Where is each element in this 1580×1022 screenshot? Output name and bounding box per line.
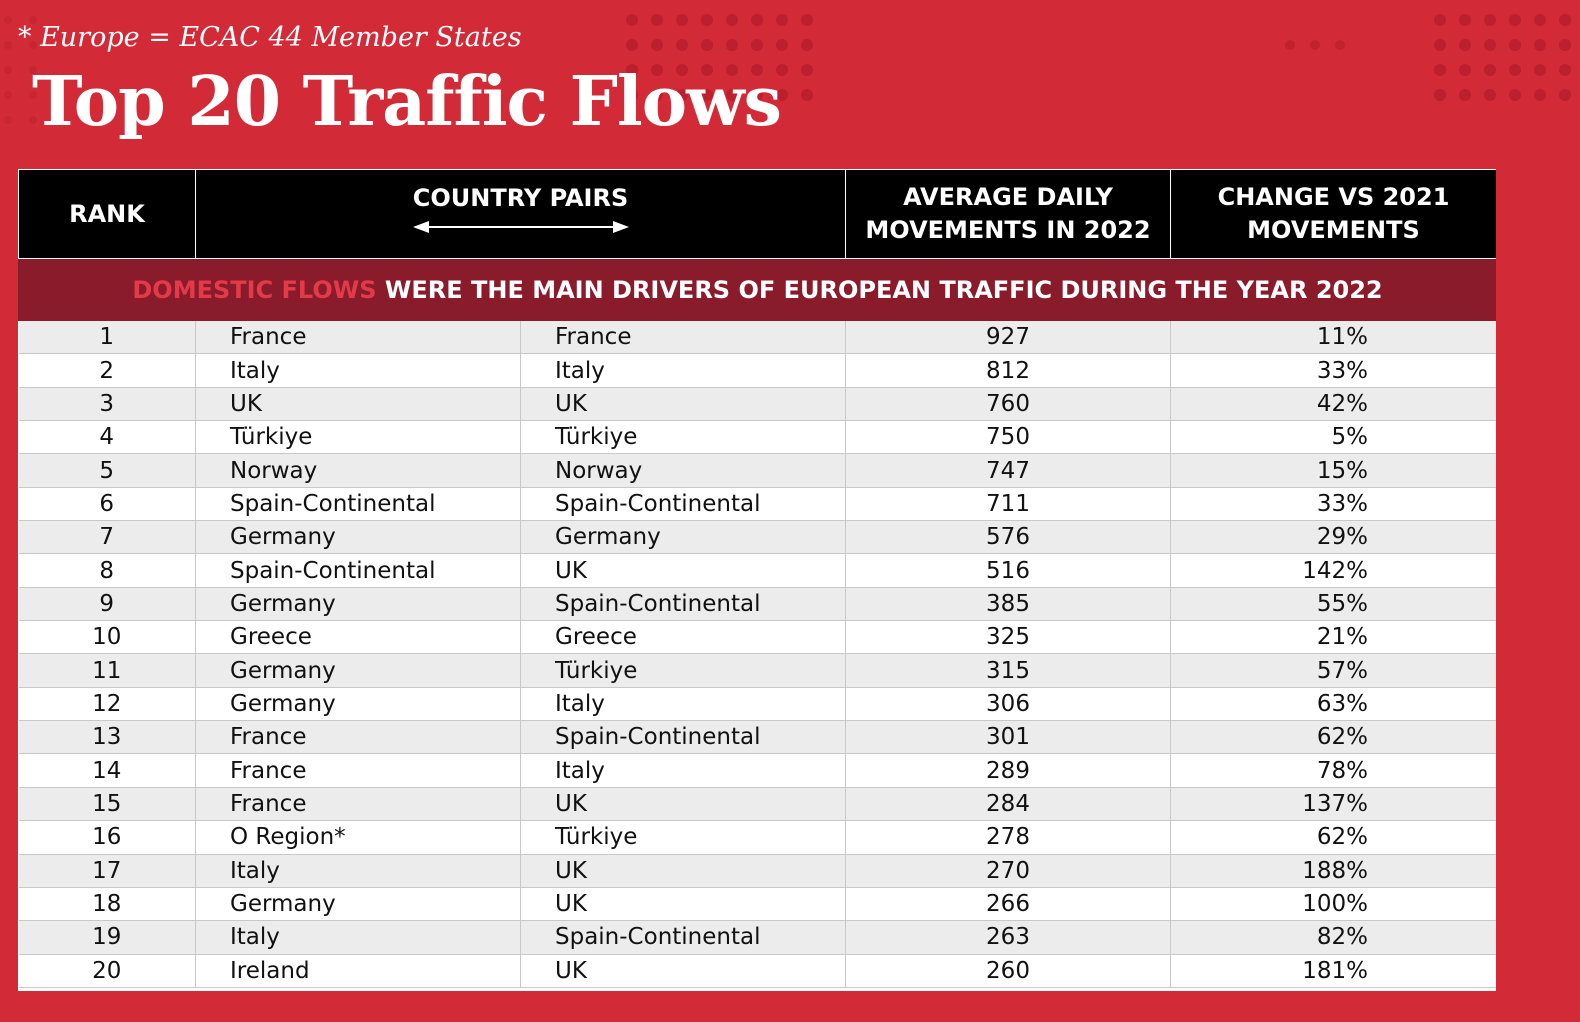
decorative-dot	[1509, 14, 1521, 26]
decorative-dot	[1434, 89, 1446, 101]
country-to-cell: Spain-Continental	[521, 921, 846, 954]
movements-cell: 270	[846, 854, 1171, 887]
country-to-cell: Spain-Continental	[521, 721, 846, 754]
country-from-cell: Germany	[196, 521, 521, 554]
decorative-dot	[626, 39, 638, 51]
table-row	[19, 321, 1497, 354]
decorative-dot	[676, 14, 688, 26]
country-to-cell: Greece	[521, 621, 846, 654]
country-to-cell: Spain-Continental	[521, 487, 846, 520]
country-from-cell: Ireland	[196, 954, 521, 987]
rank-cell: 15	[19, 787, 196, 820]
table-row	[19, 454, 1497, 487]
country-from-cell: France	[196, 787, 521, 820]
rank-cell: 11	[19, 654, 196, 687]
country-from-cell: France	[196, 721, 521, 754]
change-cell: 62%	[1171, 721, 1497, 754]
change-cell: 55%	[1171, 587, 1497, 620]
change-cell: 42%	[1171, 387, 1497, 420]
country-to-cell: UK	[521, 387, 846, 420]
decorative-dot	[1434, 39, 1446, 51]
country-from-cell: Germany	[196, 687, 521, 720]
movements-cell: 278	[846, 821, 1171, 854]
country-to-cell: UK	[521, 787, 846, 820]
country-from-cell: Spain-Continental	[196, 554, 521, 587]
change-cell: 62%	[1171, 821, 1497, 854]
country-to-cell: Türkiye	[521, 821, 846, 854]
country-to-cell: UK	[521, 954, 846, 987]
country-from-cell: Germany	[196, 587, 521, 620]
double-arrow-icon	[413, 219, 629, 235]
movements-cell: 263	[846, 921, 1171, 954]
header-country-pairs-label: COUNTRY PAIRS	[412, 184, 629, 212]
decorative-dot	[726, 14, 738, 26]
table-row	[19, 754, 1497, 787]
table-row	[19, 887, 1497, 920]
rank-cell: 9	[19, 587, 196, 620]
table-row	[19, 387, 1497, 420]
change-cell: 33%	[1171, 487, 1497, 520]
domestic-flows-banner	[19, 259, 1497, 322]
rank-cell: 4	[19, 421, 196, 454]
country-from-cell: Germany	[196, 654, 521, 687]
table-row	[19, 621, 1497, 654]
change-cell: 15%	[1171, 454, 1497, 487]
country-from-cell: Greece	[196, 621, 521, 654]
table-row	[19, 854, 1497, 887]
banner-text: WERE THE MAIN DRIVERS OF EUROPEAN TRAFFIC DURING THE YEAR 2022	[376, 276, 1383, 304]
traffic-flows-table	[18, 169, 1496, 988]
rank-cell: 19	[19, 921, 196, 954]
country-to-cell: Türkiye	[521, 421, 846, 454]
table-row	[19, 721, 1497, 754]
decorative-dot	[801, 14, 813, 26]
change-cell: 181%	[1171, 954, 1497, 987]
rank-cell: 13	[19, 721, 196, 754]
page-title: Top 20 Traffic Flows	[32, 62, 781, 142]
movements-cell: 927	[846, 321, 1171, 354]
decorative-dot	[1335, 40, 1345, 50]
decorative-dot	[1459, 39, 1471, 51]
table-row	[19, 821, 1497, 854]
table-row	[19, 421, 1497, 454]
country-from-cell: Norway	[196, 454, 521, 487]
decorative-dot	[1459, 64, 1471, 76]
decorative-dot	[1559, 14, 1571, 26]
rank-cell: 12	[19, 687, 196, 720]
decorative-dot	[626, 14, 638, 26]
decorative-dot	[1484, 14, 1496, 26]
decorative-dot	[1534, 64, 1546, 76]
movements-cell: 747	[846, 454, 1171, 487]
change-cell: 78%	[1171, 754, 1497, 787]
rank-cell: 5	[19, 454, 196, 487]
country-to-cell: UK	[521, 887, 846, 920]
decorative-dot	[751, 39, 763, 51]
movements-cell: 325	[846, 621, 1171, 654]
rank-cell: 7	[19, 521, 196, 554]
decorative-dot	[4, 116, 12, 124]
table-row	[19, 787, 1497, 820]
change-cell: 5%	[1171, 421, 1497, 454]
change-cell: 63%	[1171, 687, 1497, 720]
movements-cell: 760	[846, 387, 1171, 420]
decorative-dot	[651, 39, 663, 51]
header-rank: RANK	[19, 170, 196, 259]
movements-cell: 301	[846, 721, 1171, 754]
rank-cell: 17	[19, 854, 196, 887]
movements-cell: 812	[846, 354, 1171, 387]
rank-cell: 2	[19, 354, 196, 387]
country-from-cell: UK	[196, 387, 521, 420]
rank-cell: 3	[19, 387, 196, 420]
movements-cell: 266	[846, 887, 1171, 920]
movements-cell: 711	[846, 487, 1171, 520]
movements-cell: 750	[846, 421, 1171, 454]
decorative-dot	[1434, 14, 1446, 26]
decorative-dot	[1534, 39, 1546, 51]
rank-cell: 6	[19, 487, 196, 520]
decorative-dot	[701, 39, 713, 51]
decorative-dot	[726, 39, 738, 51]
country-from-cell: O Region*	[196, 821, 521, 854]
country-to-cell: Türkiye	[521, 654, 846, 687]
decorative-dot	[1509, 64, 1521, 76]
rank-cell: 20	[19, 954, 196, 987]
country-to-cell: Norway	[521, 454, 846, 487]
table-row	[19, 354, 1497, 387]
decorative-dot	[676, 39, 688, 51]
country-from-cell: France	[196, 754, 521, 787]
decorative-dot	[1459, 14, 1471, 26]
decorative-dot	[1559, 39, 1571, 51]
movements-cell: 516	[846, 554, 1171, 587]
movements-cell: 385	[846, 587, 1171, 620]
banner-highlight: DOMESTIC FLOWS	[132, 276, 377, 304]
decorative-dot	[701, 14, 713, 26]
decorative-dot	[1434, 64, 1446, 76]
footnote: * Europe = ECAC 44 Member States	[18, 22, 522, 53]
table-row	[19, 687, 1497, 720]
header-country-pairs	[196, 170, 846, 259]
country-to-cell: UK	[521, 854, 846, 887]
change-cell: 188%	[1171, 854, 1497, 887]
decorative-dot	[776, 39, 788, 51]
decorative-dot	[4, 16, 12, 24]
decorative-dot	[4, 66, 12, 74]
country-to-cell: Italy	[521, 354, 846, 387]
table-row	[19, 487, 1497, 520]
table-row	[19, 954, 1497, 987]
movements-cell: 306	[846, 687, 1171, 720]
country-to-cell: UK	[521, 554, 846, 587]
decorative-dot	[1310, 40, 1320, 50]
country-to-cell: France	[521, 321, 846, 354]
movements-cell: 576	[846, 521, 1171, 554]
header-change-vs-2021: CHANGE VS 2021 MOVEMENTS	[1171, 170, 1497, 259]
decorative-dot	[651, 14, 663, 26]
country-from-cell: Italy	[196, 354, 521, 387]
change-cell: 82%	[1171, 921, 1497, 954]
decorative-dot	[1509, 89, 1521, 101]
country-from-cell: Italy	[196, 921, 521, 954]
table-row	[19, 554, 1497, 587]
rank-cell: 18	[19, 887, 196, 920]
movements-cell: 260	[846, 954, 1171, 987]
rank-cell: 1	[19, 321, 196, 354]
header-row	[19, 170, 1497, 259]
decorative-dot	[776, 14, 788, 26]
rank-cell: 10	[19, 621, 196, 654]
country-from-cell: Türkiye	[196, 421, 521, 454]
header-average-daily-movements: AVERAGE DAILY MOVEMENTS IN 2022	[846, 170, 1171, 259]
change-cell: 100%	[1171, 887, 1497, 920]
decorative-dot	[801, 89, 813, 101]
domestic-flows-banner-row	[19, 259, 1497, 322]
decorative-dot	[1484, 89, 1496, 101]
rank-cell: 14	[19, 754, 196, 787]
decorative-dot	[1484, 39, 1496, 51]
table-row	[19, 654, 1497, 687]
change-cell: 21%	[1171, 621, 1497, 654]
decorative-dot	[1559, 89, 1571, 101]
decorative-dot	[801, 64, 813, 76]
country-to-cell: Italy	[521, 754, 846, 787]
decorative-dot	[1484, 64, 1496, 76]
decorative-dot	[4, 41, 12, 49]
table-row	[19, 521, 1497, 554]
country-from-cell: Germany	[196, 887, 521, 920]
rank-cell: 8	[19, 554, 196, 587]
decorative-dot	[4, 91, 12, 99]
change-cell: 137%	[1171, 787, 1497, 820]
change-cell: 33%	[1171, 354, 1497, 387]
movements-cell: 289	[846, 754, 1171, 787]
country-to-cell: Italy	[521, 687, 846, 720]
rank-cell: 16	[19, 821, 196, 854]
country-from-cell: France	[196, 321, 521, 354]
decorative-dot	[1459, 89, 1471, 101]
country-to-cell: Spain-Continental	[521, 587, 846, 620]
decorative-dot	[801, 39, 813, 51]
movements-cell: 315	[846, 654, 1171, 687]
decorative-dot	[1559, 64, 1571, 76]
country-from-cell: Italy	[196, 854, 521, 887]
change-cell: 29%	[1171, 521, 1497, 554]
decorative-dot	[1509, 39, 1521, 51]
traffic-table-panel	[18, 169, 1496, 991]
change-cell: 142%	[1171, 554, 1497, 587]
country-to-cell: Germany	[521, 521, 846, 554]
change-cell: 11%	[1171, 321, 1497, 354]
table-row	[19, 921, 1497, 954]
decorative-dot	[1534, 14, 1546, 26]
decorative-dot	[1534, 89, 1546, 101]
decorative-dot	[751, 14, 763, 26]
movements-cell: 284	[846, 787, 1171, 820]
country-from-cell: Spain-Continental	[196, 487, 521, 520]
decorative-dot	[1285, 40, 1295, 50]
change-cell: 57%	[1171, 654, 1497, 687]
table-row	[19, 587, 1497, 620]
